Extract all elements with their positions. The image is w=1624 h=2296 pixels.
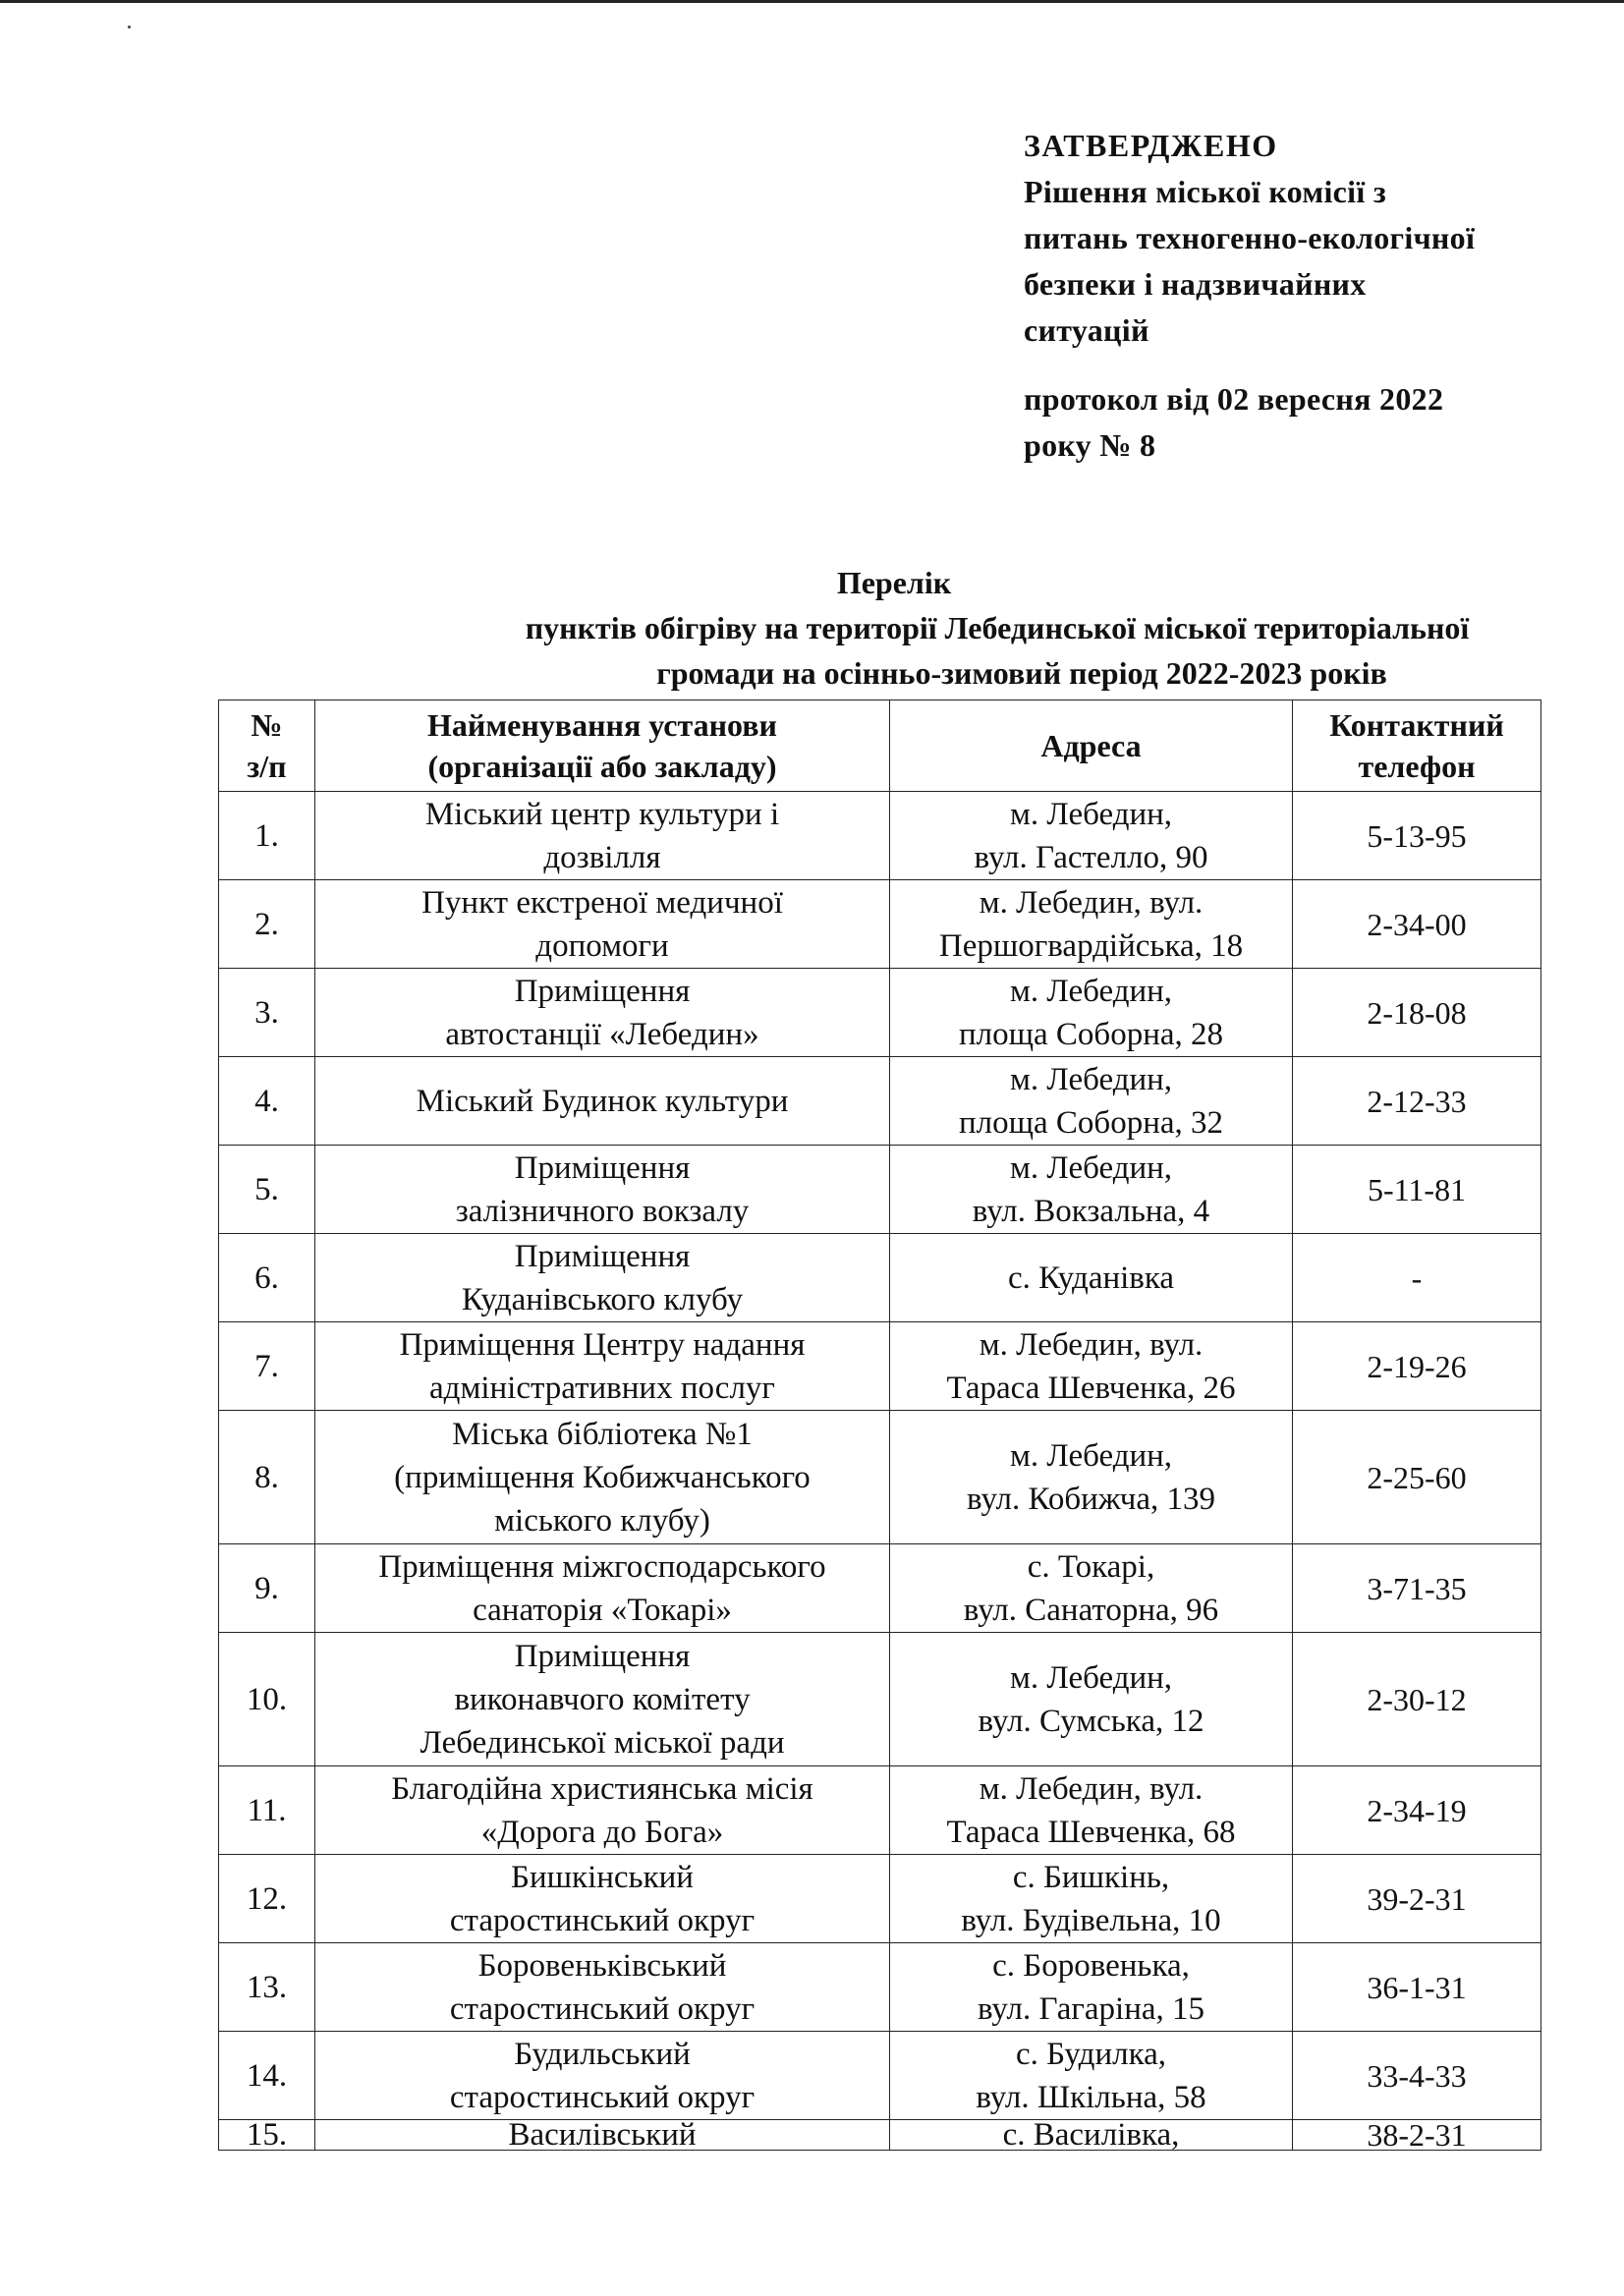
table-row — [219, 1633, 1541, 1766]
row-phone: 38-2-31 — [1293, 2120, 1541, 2151]
row-name: Приміщення залізничного вокзалу — [315, 1146, 890, 1234]
title-line: Перелік — [836, 565, 952, 600]
row-phone: 5-11-81 — [1293, 1146, 1541, 1234]
table-row — [219, 1322, 1541, 1411]
table-row — [219, 969, 1541, 1057]
table-row — [219, 1855, 1541, 1943]
row-number: 15. — [219, 2120, 315, 2151]
row-phone: 36-1-31 — [1293, 1943, 1541, 2032]
row-phone: 33-4-33 — [1293, 2032, 1541, 2120]
row-name: Приміщення автостанції «Лебедин» — [315, 969, 890, 1057]
row-phone: 2-34-00 — [1293, 880, 1541, 969]
row-address: с. Бишкінь, вул. Будівельна, 10 — [890, 1855, 1293, 1943]
row-phone: - — [1293, 1234, 1541, 1322]
row-number: 11. — [219, 1766, 315, 1855]
approval-stamp-block — [1024, 123, 1574, 469]
table-row — [219, 2032, 1541, 2120]
row-phone: 2-18-08 — [1293, 969, 1541, 1057]
row-address: м. Лебедин, вул. Гастелло, 90 — [890, 792, 1293, 880]
table-row — [219, 880, 1541, 969]
row-name: Бишкінський старостинський округ — [315, 1855, 890, 1943]
row-phone: 5-13-95 — [1293, 792, 1541, 880]
row-number: 4. — [219, 1057, 315, 1146]
row-name: Василівський — [315, 2120, 890, 2151]
table-row — [219, 2120, 1541, 2151]
header-phone: Контактний телефон — [1293, 700, 1541, 792]
title-line: громади на осінньо-зимовий період 2022-2023 років — [656, 655, 1387, 691]
row-name: Приміщення міжгосподарського санаторія «Токарі» — [315, 1544, 890, 1633]
row-number: 10. — [219, 1633, 315, 1766]
row-name: Міський центр культури і дозвілля — [315, 792, 890, 880]
row-number: 3. — [219, 969, 315, 1057]
table-row — [219, 1146, 1541, 1234]
row-address: с. Будилка, вул. Шкільна, 58 — [890, 2032, 1293, 2120]
row-name: Боровеньківський старостинський округ — [315, 1943, 890, 2032]
heating-points-table — [218, 700, 1541, 2151]
document-title — [147, 560, 1572, 696]
table-header-row — [219, 700, 1541, 792]
row-name: Приміщення Куданівського клубу — [315, 1234, 890, 1322]
row-phone: 2-30-12 — [1293, 1633, 1541, 1766]
row-phone: 2-12-33 — [1293, 1057, 1541, 1146]
protocol-line: року № 8 — [1024, 427, 1156, 463]
table-row — [219, 1943, 1541, 2032]
table-row — [219, 792, 1541, 880]
row-address: м. Лебедин, вул. Першогвардійська, 18 — [890, 880, 1293, 969]
row-name: Благодійна християнська місія «Дорога до Бога» — [315, 1766, 890, 1855]
row-address: м. Лебедин, вул. Кобижча, 139 — [890, 1411, 1293, 1544]
approval-line: ситуацій — [1024, 312, 1149, 348]
header-address: Адреса — [890, 700, 1293, 792]
row-number: 9. — [219, 1544, 315, 1633]
row-address: м. Лебедин, вул. Тараса Шевченка, 26 — [890, 1322, 1293, 1411]
row-address: с. Куданівка — [890, 1234, 1293, 1322]
row-name: Міська бібліотека №1 (приміщення Кобижчанського міського клубу) — [315, 1411, 890, 1544]
approval-line: Рішення міської комісії з — [1024, 174, 1386, 209]
row-address: с. Василівка, — [890, 2120, 1293, 2151]
approval-line: безпеки і надзвичайних — [1024, 266, 1367, 302]
row-number: 14. — [219, 2032, 315, 2120]
title-line: пунктів обігріву на території Лебединської міської територіальної — [525, 610, 1470, 645]
scan-speck — [128, 26, 131, 28]
table-row — [219, 1544, 1541, 1633]
row-phone: 2-25-60 — [1293, 1411, 1541, 1544]
row-address: м. Лебедин, вул. Сумська, 12 — [890, 1633, 1293, 1766]
table-row — [219, 1766, 1541, 1855]
approval-line: питань техногенно-екологічної — [1024, 220, 1476, 255]
row-address: м. Лебедин, вул. Тараса Шевченка, 68 — [890, 1766, 1293, 1855]
row-number: 8. — [219, 1411, 315, 1544]
row-phone: 3-71-35 — [1293, 1544, 1541, 1633]
row-address: м. Лебедин, площа Соборна, 28 — [890, 969, 1293, 1057]
table-row — [219, 1411, 1541, 1544]
page-top-border — [0, 0, 1624, 3]
row-address: м. Лебедин, площа Соборна, 32 — [890, 1057, 1293, 1146]
row-number: 1. — [219, 792, 315, 880]
row-phone: 2-19-26 — [1293, 1322, 1541, 1411]
row-phone: 2-34-19 — [1293, 1766, 1541, 1855]
row-name: Міський Будинок культури — [315, 1057, 890, 1146]
row-number: 2. — [219, 880, 315, 969]
header-name: Найменування установи (організації або закладу) — [315, 700, 890, 792]
row-name: Приміщення виконавчого комітету Лебединської міської ради — [315, 1633, 890, 1766]
row-number: 13. — [219, 1943, 315, 2032]
table-row — [219, 1234, 1541, 1322]
row-name: Будильський старостинський округ — [315, 2032, 890, 2120]
row-phone: 39-2-31 — [1293, 1855, 1541, 1943]
row-number: 5. — [219, 1146, 315, 1234]
protocol-line: протокол від 02 вересня 2022 — [1024, 381, 1444, 417]
row-name: Пункт екстреної медичної допомоги — [315, 880, 890, 969]
approval-heading: ЗАТВЕРДЖЕНО — [1024, 128, 1278, 163]
row-address: с. Боровенька, вул. Гагаріна, 15 — [890, 1943, 1293, 2032]
row-address: с. Токарі, вул. Санаторна, 96 — [890, 1544, 1293, 1633]
header-number: № з/п — [219, 700, 315, 792]
row-number: 7. — [219, 1322, 315, 1411]
row-address: м. Лебедин, вул. Вокзальна, 4 — [890, 1146, 1293, 1234]
table-row — [219, 1057, 1541, 1146]
row-name: Приміщення Центру надання адміністративних послуг — [315, 1322, 890, 1411]
row-number: 6. — [219, 1234, 315, 1322]
row-number: 12. — [219, 1855, 315, 1943]
